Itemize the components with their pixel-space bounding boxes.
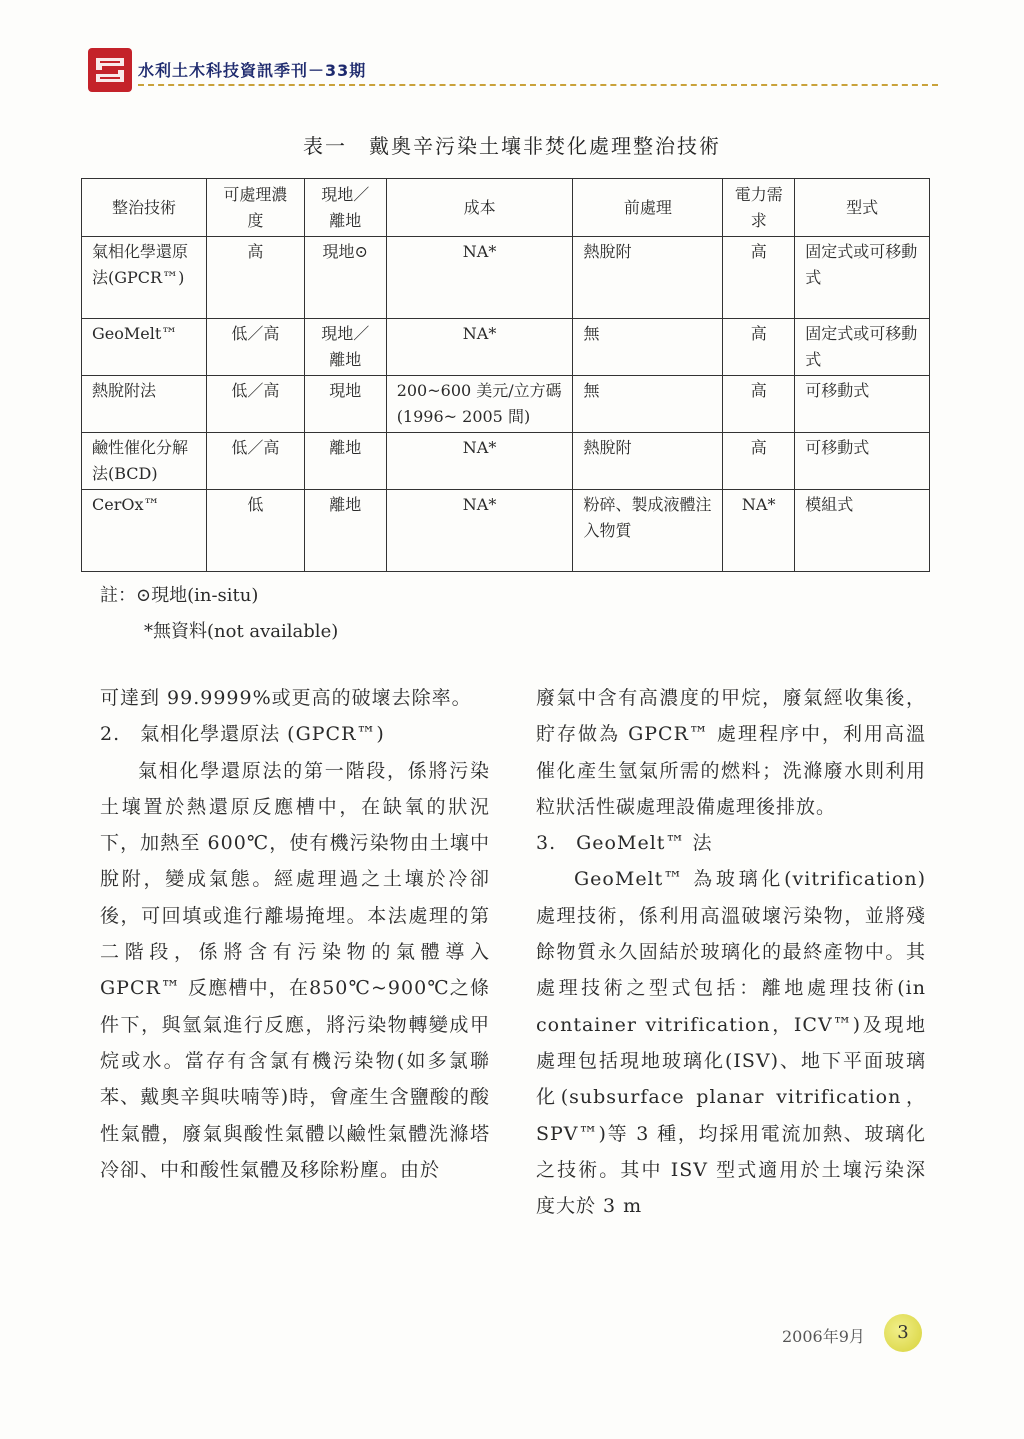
section-heading: 3. GeoMelt™ 法: [536, 832, 713, 855]
table-cell: 現地／離地: [304, 319, 386, 376]
table-cell: NA*: [386, 433, 573, 490]
table-cell: 離地: [304, 433, 386, 490]
table-cell: 固定式或可移動式: [795, 319, 930, 376]
note-in-situ: 註：⊙現地(in-situ): [100, 585, 259, 606]
table-header-row: [82, 179, 930, 237]
note-not-available: *無資料(not available): [144, 621, 339, 642]
header-cell: 可處理濃度: [206, 179, 304, 237]
journal-logo: [88, 48, 132, 92]
header-cell: 整治技術: [82, 179, 207, 237]
issue-date: 2006年9月: [782, 1327, 865, 1346]
treatment-technology-table: [81, 178, 930, 572]
header-cell: 前處理: [573, 179, 723, 237]
table-cell: NA*: [386, 490, 573, 572]
table-cell: 低: [206, 490, 304, 572]
table-cell: 現地: [304, 376, 386, 433]
paragraph: 廢氣中含有高濃度的甲烷，廢氣經收集後，貯存做為 GPCR™ 處理程序中，利用高溫催化產生氫氣所需的燃料；洗滌廢水則利用粒狀活性碳處理設備處理後排放。: [536, 687, 926, 818]
header-cell: 現地／離地: [304, 179, 386, 237]
table-cell: 現地⊙: [304, 237, 386, 319]
table-row: [82, 376, 930, 433]
table-cell: 無: [573, 319, 723, 376]
header-divider: [138, 84, 938, 86]
paragraph: GeoMelt™ 為玻璃化(vitrification)處理技術，係利用高溫破壞污染物，並將殘餘物質永久固結於玻璃化的最終產物中。其處理技術之型式包括：離地處理技術(in container vitrification，ICV™)及現地處理包括現地玻璃化(ISV)、地下平面玻璃化(subsurface planar vitrification，SPV™)等 3 種，均採用電流加熱、玻璃化之技術。其中 ISV 型式適用於土壤污染深度大於 3 m: [536, 868, 926, 1218]
table-row: [82, 319, 930, 376]
table-row: [82, 237, 930, 319]
table-cell: 高: [723, 433, 795, 490]
table-cell: NA*: [386, 237, 573, 319]
table-cell: 熱脫附法: [82, 376, 207, 433]
table-title: 表一 戴奧辛污染土壤非焚化處理整治技術: [303, 134, 721, 158]
table-cell: NA*: [723, 490, 795, 572]
table-cell: 低／高: [206, 433, 304, 490]
paragraph: 氣相化學還原法的第一階段，係將污染土壤置於熱還原反應槽中，在缺氧的狀況下，加熱至 600℃，使有機污染物由土壤中脫附，變成氣態。經處理過之土壤於冷卻後，可回填或進行離場掩埋。本法處理的第二階段，係將含有污染物的氣體導入 GPCR™ 反應槽中，在850℃~900℃之條件下，與氫氣進行反應，將污染物轉變成甲烷或水。當存有含氯有機污染物(如多氯聯苯、戴奧辛與呋喃等)時，會產生含鹽酸的酸性氣體，廢氣與酸性氣體以鹼性氣體洗滌塔冷卻、中和酸性氣體及移除粉塵。由於: [100, 759, 490, 1181]
section-heading: 2. 氣相化學還原法 (GPCR™): [100, 723, 385, 746]
table-cell: 鹼性催化分解法(BCD): [82, 433, 207, 490]
table-cell: 可移動式: [795, 433, 930, 490]
page-number: 3: [884, 1314, 922, 1352]
paragraph: 可達到 99.9999%或更高的破壞去除率。: [100, 687, 472, 709]
table-cell: 熱脫附: [573, 237, 723, 319]
table-cell: 低／高: [206, 376, 304, 433]
table-cell: NA*: [386, 319, 573, 376]
table-cell: 低／高: [206, 319, 304, 376]
table-row: [82, 433, 930, 490]
table-cell: 可移動式: [795, 376, 930, 433]
table-cell: 高: [723, 237, 795, 319]
table-cell: 200~600 美元/立方碼(1996~ 2005 間): [386, 376, 573, 433]
table-notes: [100, 578, 338, 650]
table-row: [82, 490, 930, 572]
table-cell: GeoMelt™: [82, 319, 207, 376]
right-column: [536, 680, 926, 1224]
table-cell: 模組式: [795, 490, 930, 572]
header-cell: 型式: [795, 179, 930, 237]
header-cell: 電力需求: [723, 179, 795, 237]
table-cell: CerOx™: [82, 490, 207, 572]
table-cell: 高: [206, 237, 304, 319]
table-cell: 粉碎、製成液體注入物質: [573, 490, 723, 572]
page-header: [88, 48, 938, 96]
left-column: [100, 680, 490, 1188]
table-cell: 無: [573, 376, 723, 433]
table-cell: 高: [723, 376, 795, 433]
table-cell: 離地: [304, 490, 386, 572]
header-cell: 成本: [386, 179, 573, 237]
table-cell: 高: [723, 319, 795, 376]
table-cell: 固定式或可移動式: [795, 237, 930, 319]
journal-title: 水利土木科技資訊季刊－33期: [138, 61, 367, 80]
table-cell: 熱脫附: [573, 433, 723, 490]
table-cell: 氣相化學還原法(GPCR™): [82, 237, 207, 319]
